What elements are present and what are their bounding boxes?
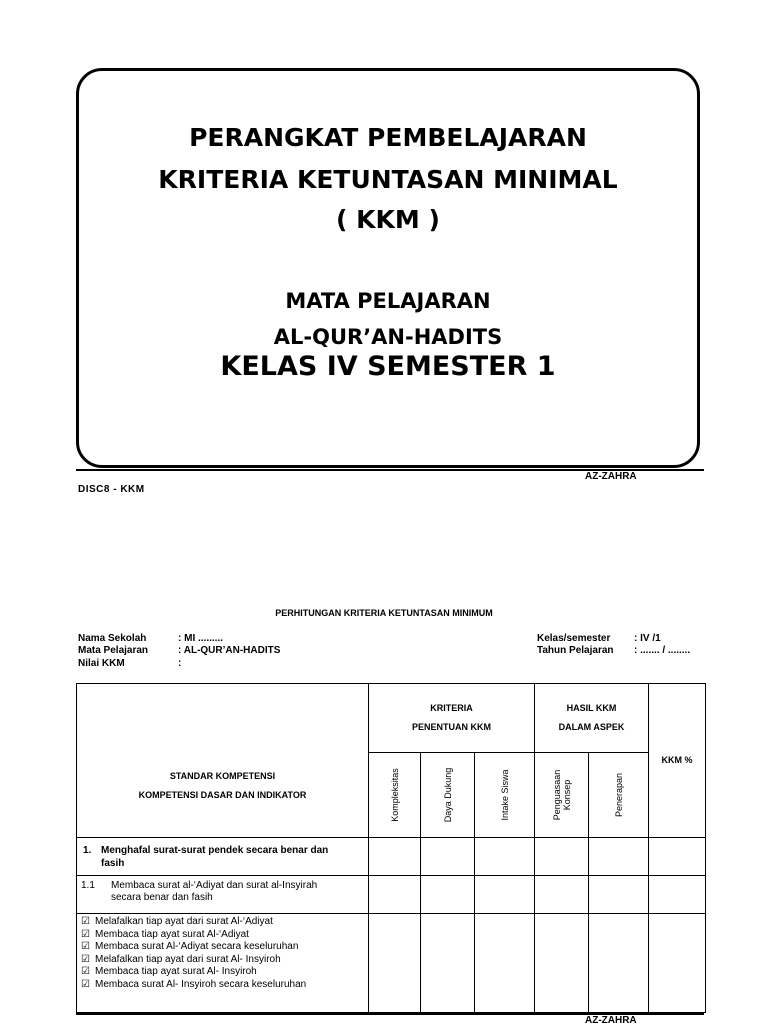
- subheader-kompleksitas: [369, 753, 421, 838]
- checkbox-icon: ☑: [81, 916, 90, 927]
- subheader-penerapan: [589, 753, 649, 838]
- score-cell[interactable]: [475, 914, 535, 1013]
- score-cell[interactable]: [369, 838, 421, 876]
- kd-text-line1: Membaca surat al-‘Adiyat dan surat al-Insyirah: [111, 880, 318, 891]
- header-kkm-percent-label: KKM %: [661, 755, 693, 765]
- score-cell[interactable]: [475, 838, 535, 876]
- subheader-kompleksitas-text: Kompleksitas: [389, 768, 400, 822]
- header-sk-label: STANDAR KOMPETENSI: [169, 770, 276, 781]
- info-label-year: Tahun Pelajaran: [537, 645, 614, 656]
- score-cell[interactable]: [535, 838, 589, 876]
- sk-text-line2: fasih: [101, 858, 125, 869]
- table-row: [77, 876, 706, 914]
- kd-text-line2: secara benar dan fasih: [111, 892, 213, 903]
- indicator-text: Melafalkan tiap ayat dari surat Al-‘Adiyat: [95, 916, 273, 927]
- header-kriteria-line2: PENENTUAN KKM: [411, 722, 491, 732]
- indicator-text: Membaca tiap ayat surat Al-‘Adiyat: [95, 928, 249, 940]
- header-kriteria-line1: KRITERIA: [430, 703, 473, 713]
- document-title: PERHITUNGAN KRITERIA KETUNTASAN MINIMUM: [275, 608, 493, 618]
- list-item: [81, 954, 364, 967]
- subheader-penguasaan-text: Penguasaan: [551, 769, 562, 821]
- list-item: [81, 941, 364, 954]
- score-cell[interactable]: [421, 876, 475, 914]
- list-item: [81, 929, 364, 942]
- cover-title-line-2: KRITERIA KETUNTASAN MINIMAL: [158, 165, 618, 194]
- footer-school-tag: AZ-ZAHRA: [585, 471, 637, 482]
- cover-subject-name: AL-QUR’AN-HADITS: [273, 325, 503, 349]
- info-value-class: : IV /1: [634, 633, 661, 644]
- sk-cell: [77, 838, 369, 876]
- info-value-school: : MI .........: [178, 633, 223, 644]
- cover-title-line-1: PERANGKAT PEMBELAJARAN: [189, 123, 587, 152]
- cover-class-semester: KELAS IV SEMESTER 1: [220, 351, 556, 382]
- table-row: [77, 914, 706, 1013]
- indicator-text: Membaca surat Al- Insyiroh secara keseluruhan: [95, 978, 307, 990]
- checkbox-icon: ☑: [81, 978, 90, 990]
- bottom-footer-school-tag: AZ-ZAHRA: [585, 1015, 637, 1026]
- sk-text-line1: Menghafal surat-surat pendek secara benar dan: [101, 845, 329, 856]
- header-kriteria: [369, 684, 535, 753]
- header-kkm-percent: [649, 684, 706, 838]
- score-cell[interactable]: [589, 838, 649, 876]
- subheader-daya-dukung-text: Daya Dukung: [442, 767, 453, 823]
- score-cell[interactable]: [535, 914, 589, 1013]
- score-cell[interactable]: [475, 876, 535, 914]
- subheader-intake-siswa: [475, 753, 535, 838]
- kd-cell: [77, 876, 369, 914]
- score-cell[interactable]: [421, 838, 475, 876]
- indicator-text: Melafalkan tiap ayat dari surat Al- Insyiroh: [95, 953, 281, 965]
- checkbox-icon: ☑: [81, 966, 90, 977]
- indicator-text: Membaca surat Al-‘Adiyat secara keseluruhan: [95, 941, 299, 952]
- score-cell[interactable]: [535, 876, 589, 914]
- cover-title-line-3: ( KKM ): [336, 205, 440, 234]
- sk-number: 1.: [83, 845, 92, 856]
- score-cell[interactable]: [589, 876, 649, 914]
- subheader-intake-siswa-text: Intake Siswa: [499, 769, 510, 821]
- kd-number: 1.1: [81, 880, 95, 891]
- checkbox-icon: ☑: [81, 953, 90, 965]
- checkbox-icon: ☑: [81, 928, 90, 940]
- info-label-class: Kelas/semester: [537, 633, 611, 644]
- subheader-daya-dukung: [421, 753, 475, 838]
- info-label-kkm: Nilai KKM: [78, 658, 125, 669]
- cover-subject-label: MATA PELAJARAN: [285, 289, 491, 313]
- score-cell[interactable]: [649, 876, 706, 914]
- list-item: [81, 979, 364, 992]
- subheader-penerapan-text: Penerapan: [613, 772, 624, 818]
- score-cell[interactable]: [649, 914, 706, 1013]
- header-hasil-line1: HASIL KKM: [566, 703, 617, 713]
- info-value-kkm: :: [178, 658, 182, 669]
- score-cell[interactable]: [589, 914, 649, 1013]
- subheader-konsep-text: Konsep: [561, 779, 572, 811]
- checkbox-icon: ☑: [81, 941, 90, 952]
- header-hasil: [535, 684, 649, 753]
- score-cell[interactable]: [369, 876, 421, 914]
- info-value-year: : ....... / ........: [634, 645, 691, 656]
- footer-doc-code: DISC8 - KKM: [78, 484, 145, 495]
- list-item: [81, 966, 364, 979]
- score-cell[interactable]: [369, 914, 421, 1013]
- info-value-subject: : AL-QUR’AN-HADITS: [178, 645, 281, 656]
- header-standard-competency: [77, 684, 369, 838]
- indicator-text: Membaca tiap ayat surat Al- Insyiroh: [95, 966, 257, 977]
- header-hasil-line2: DALAM ASPEK: [558, 722, 625, 732]
- header-kd-label: KOMPETENSI DASAR DAN INDIKATOR: [138, 789, 307, 800]
- table-row: [77, 838, 706, 876]
- info-label-subject: Mata Pelajaran: [78, 645, 149, 656]
- subheader-penguasaan-konsep: [535, 753, 589, 838]
- score-cell[interactable]: [421, 914, 475, 1013]
- info-label-school: Nama Sekolah: [78, 633, 147, 644]
- score-cell[interactable]: [649, 838, 706, 876]
- cover-frame: [76, 68, 700, 468]
- list-item: [81, 916, 364, 929]
- indicator-cell: [77, 914, 369, 1013]
- kkm-table: [76, 683, 706, 1013]
